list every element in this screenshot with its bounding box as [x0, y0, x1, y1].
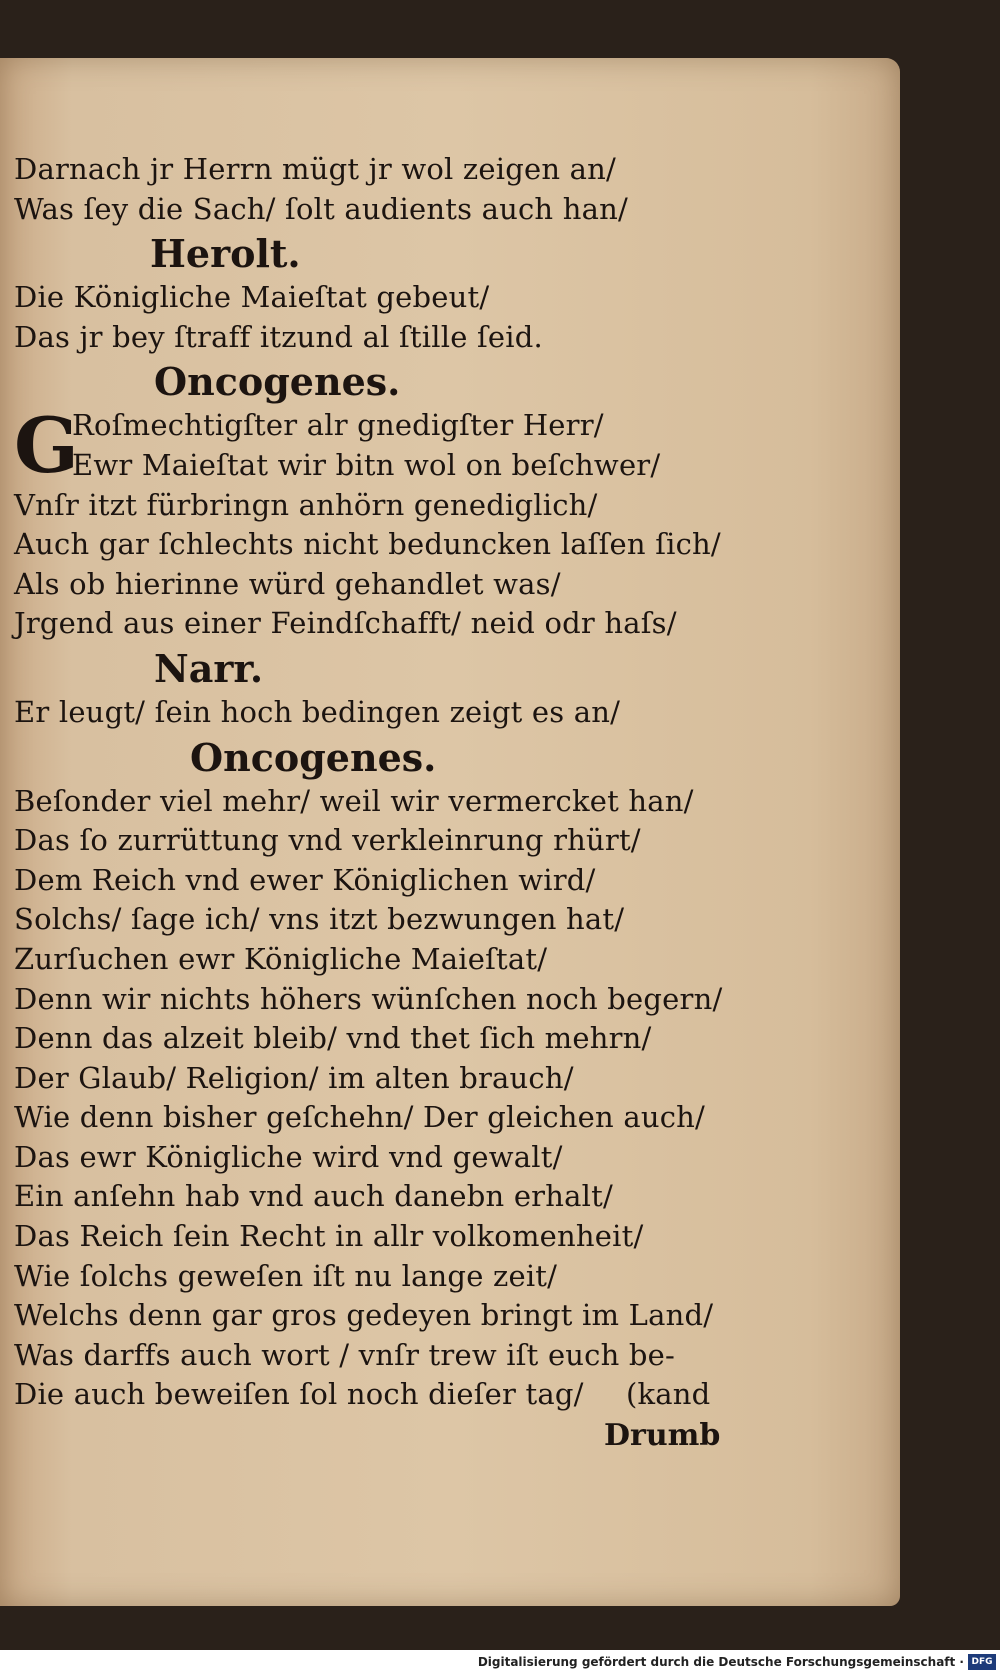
text-line: Roſmechtigſter alr gnedigſter Herr/: [72, 408, 604, 443]
text-line: Wie ſolchs geweſen iſt nu lange zeit/: [14, 1258, 558, 1293]
dfg-logo: DFG: [968, 1654, 996, 1670]
text-line: Denn das alzeit bleib/ vnd thet ſich mehrn/: [14, 1021, 652, 1056]
text-line: Der Glaub/ Religion/ im alten brauch/: [14, 1060, 574, 1095]
footer-bar: [0, 1650, 1000, 1676]
text-line: Die Königliche Maieſtat gebeut/: [14, 280, 490, 315]
text-line: Jrgend aus einer Feindſchafft/ neid odr haſs/: [14, 606, 677, 641]
text-line: Beſonder viel mehr/ weil wir vermercket han/: [14, 783, 694, 818]
text-line: Das jr bey ſtraff itzund al ſtille ſeid.: [14, 319, 543, 354]
text-line: Als ob hierinne würd gehandlet was/: [14, 566, 561, 601]
last-line-text: Die auch beweiſen ſol noch dieſer tag/: [14, 1377, 584, 1412]
page-text: [14, 150, 894, 1457]
initial-block: [14, 401, 894, 491]
catchword: Drumb: [604, 1418, 721, 1454]
text-line: Zurſuchen ewr Königliche Maieſtat/: [14, 941, 548, 976]
text-line: Denn wir nichts höhers wünſchen noch begern/: [14, 981, 723, 1016]
speaker-heading-oncogenes: Oncogenes.: [154, 359, 401, 405]
text-line: Auch gar ſchlechts nicht beduncken laſſen ſich/: [14, 527, 721, 562]
speaker-heading-narr: Narr.: [154, 645, 264, 691]
text-line: Ein anſehn hab vnd auch danebn erhalt/: [14, 1179, 613, 1214]
speaker-heading-herolt: Herolt.: [150, 231, 301, 277]
text-line-last: [14, 1375, 894, 1415]
decorated-initial: G: [14, 401, 79, 491]
text-line: Dem Reich vnd ewer Königlichen wird/: [14, 862, 596, 897]
text-line: Ewr Maieſtat wir bitn wol on beſchwer/: [72, 447, 661, 482]
speaker-heading-oncogenes: Oncogenes.: [190, 734, 437, 780]
text-line: Was darffs auch wort / vnſr trew iſt euch be-: [14, 1337, 676, 1372]
text-line: Solchs/ ſage ich/ vns itzt bezwungen hat/: [14, 902, 625, 937]
text-line: Darnach jr Herrn mügt jr wol zeigen an/: [14, 152, 616, 186]
text-line: Das ſo zurrüttung vnd verkleinrung rhürt/: [14, 823, 641, 858]
text-line: Welchs denn gar gros gedeyen bringt im Land/: [14, 1298, 714, 1333]
text-line: Was ſey die Sach/ ſolt audients auch han/: [14, 191, 628, 226]
text-line: Vnſr itzt fürbringn anhörn genediglich/: [14, 487, 598, 522]
turnover-text: (kand: [626, 1377, 711, 1412]
text-line: Wie denn bisher geſchehn/ Der gleichen auch/: [14, 1100, 705, 1135]
text-line: Er leugt/ ſein hoch bedingen zeigt es an/: [14, 694, 621, 729]
text-line: Das Reich ſein Recht in allr volkomenheit/: [14, 1219, 644, 1254]
digitization-credit: Digitalisierung gefördert durch die Deutsche Forschungsgemeinschaft ·: [477, 1655, 964, 1669]
book-page: [0, 58, 900, 1606]
text-line: Das ewr Königliche wird vnd gewalt/: [14, 1139, 563, 1174]
